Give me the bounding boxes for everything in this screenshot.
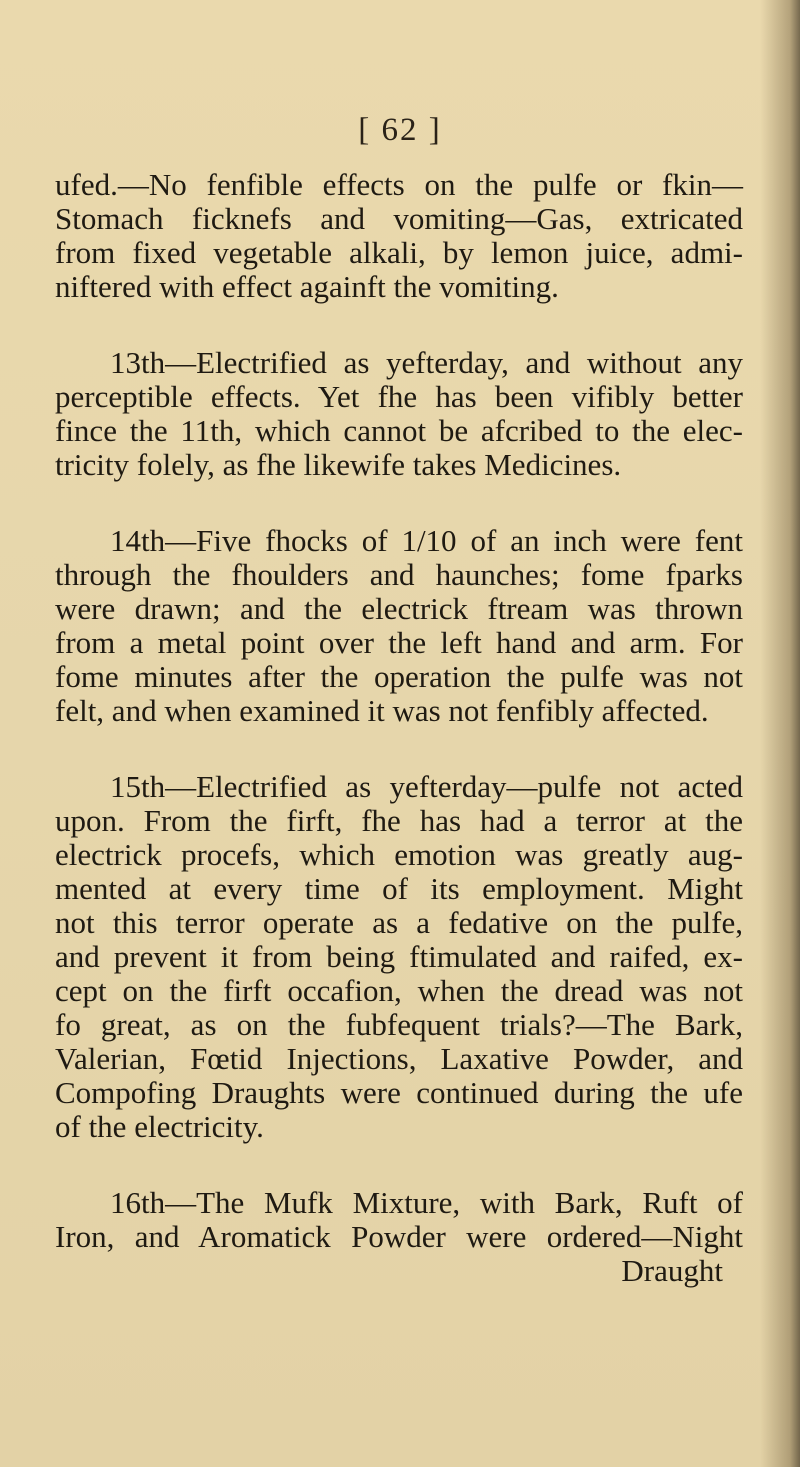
text-line: upon. From the firft, fhe has had a terror at the (55, 803, 743, 838)
text-line: 16th—The Mufk Mixture, with Bark, Ruft of (110, 1185, 743, 1220)
text-line: Stomach ficknefs and vomiting—Gas, extricated (55, 201, 743, 236)
catchword: Draught (621, 1253, 723, 1288)
paragraph-15th (55, 770, 743, 1144)
text-line: from a metal point over the left hand and arm. For (55, 625, 743, 660)
text-line: through the fhoulders and haunches; fome fparks (55, 557, 743, 592)
text-line: 13th—Electrified as yefterday, and without any (110, 345, 743, 380)
text-line: from fixed vegetable alkali, by lemon juice, admi- (55, 235, 743, 270)
text-line: of the electricity. (55, 1109, 264, 1144)
paragraph-1 (55, 168, 743, 304)
text-line: fince the 11th, which cannot be afcribed to the elec- (55, 413, 743, 448)
text-line: electrick procefs, which emotion was greatly aug- (55, 837, 743, 872)
text-line: tricity folely, as fhe likewife takes Medicines. (55, 447, 622, 482)
page-number: [ 62 ] (358, 112, 442, 148)
paragraph-16th (55, 1186, 743, 1288)
text-line: felt, and when examined it was not fenfibly affected. (55, 693, 709, 728)
text-line: niftered with effect againft the vomiting. (55, 269, 559, 304)
text-line: 14th—Five fhocks of 1/10 of an inch were fent (110, 523, 743, 558)
body-text (55, 168, 743, 1288)
text-line: cept on the firft occafion, when the dread was not (55, 973, 743, 1008)
text-line: ufed.—No fenfible effects on the pulfe or fkin— (55, 167, 743, 202)
text-line: fome minutes after the operation the pulfe was not (55, 659, 743, 694)
text-line: Valerian, Fœtid Injections, Laxative Powder, and (55, 1041, 743, 1076)
text-line: Compofing Draughts were continued during the ufe (55, 1075, 743, 1110)
text-line: Iron, and Aromatick Powder were ordered—Night (55, 1219, 743, 1254)
text-line: not this terror operate as a fedative on the pulfe, (55, 905, 743, 940)
text-line: mented at every time of its employment. Might (55, 871, 743, 906)
paragraph-13th (55, 346, 743, 482)
text-line: perceptible effects. Yet fhe has been vifibly better (55, 379, 743, 414)
text-line: were drawn; and the electrick ftream was thrown (55, 591, 743, 626)
text-line: fo great, as on the fubfequent trials?—The Bark, (55, 1007, 743, 1042)
text-line: 15th—Electrified as yefterday—pulfe not acted (110, 769, 743, 804)
text-line: and prevent it from being ftimulated and raifed, ex- (55, 939, 743, 974)
paragraph-14th (55, 524, 743, 728)
